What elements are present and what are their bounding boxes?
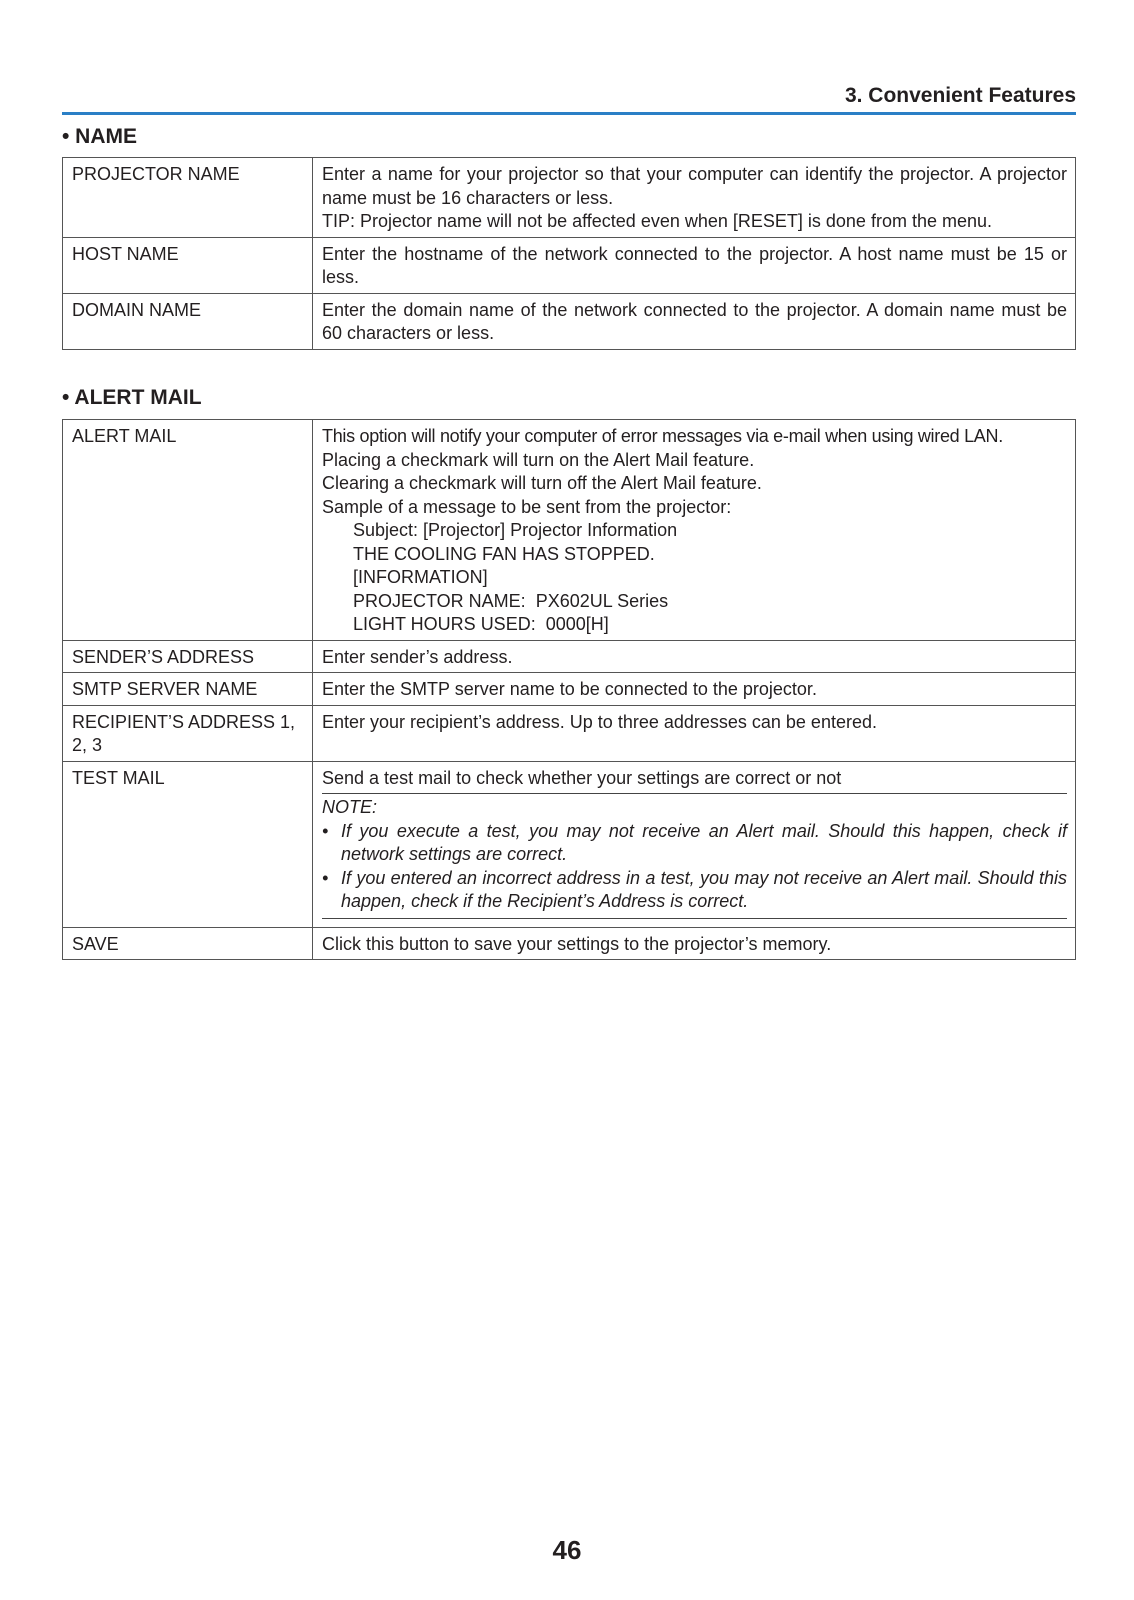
row-description: Enter your recipient’s address. Up to three addresses can be entered. [313, 705, 1076, 761]
description-line: This option will notify your computer of error messages via e-mail when using wired LAN. [322, 426, 1003, 446]
sample-line: LIGHT HOURS USED: 0000[H] [353, 614, 609, 634]
row-label: ALERT MAIL [63, 420, 313, 641]
name-section-title: • NAME [62, 125, 138, 148]
note-box [322, 793, 1067, 919]
bullet-icon: • [322, 867, 329, 888]
description-line: Enter the domain name of the network connected to the projector. A domain name must be 60 characters or less. [322, 299, 1067, 343]
sample-line: Subject: [Projector] Projector Information [353, 520, 678, 540]
row-label: SMTP SERVER NAME [63, 673, 313, 706]
note-text: If you entered an incorrect address in a test, you may not receive an Alert mail. Should this happen, check if the Recipient’s Address is correct. [341, 867, 1067, 911]
description-line: Clearing a checkmark will turn off the Alert Mail feature. [322, 473, 762, 493]
note-item [322, 867, 1067, 914]
table-row [63, 158, 1076, 238]
description-line: Enter the hostname of the network connected to the projector. A host name must be 15 or less. [322, 243, 1067, 287]
note-item [322, 820, 1067, 867]
page-number: 46 [552, 1535, 582, 1565]
row-label: RECIPIENT’S ADDRESS 1, 2, 3 [63, 705, 313, 761]
row-label: HOST NAME [63, 237, 313, 293]
row-description [313, 420, 1076, 641]
page-header [62, 80, 1076, 115]
sample-line: THE COOLING FAN HAS STOPPED. [353, 543, 655, 564]
table-row [63, 237, 1076, 293]
row-label: PROJECTOR NAME [63, 158, 313, 238]
table-row [63, 293, 1076, 349]
description-line: Send a test mail to check whether your settings are correct or not [322, 767, 842, 788]
row-description: Click this button to save your settings to the projector’s memory. [313, 927, 1076, 960]
chapter-title: 3. Convenient Features [844, 84, 1076, 107]
description-line: Enter a name for your projector so that your computer can identify the projector. A projector name must be 16 characters or less. [322, 164, 1067, 208]
description-line: Placing a checkmark will turn on the Alert Mail feature. [322, 449, 755, 470]
row-description [313, 293, 1076, 349]
tip-line: TIP: Projector name will not be affected even when [RESET] is done from the menu. [322, 211, 992, 231]
table-row [63, 673, 1076, 706]
note-text: If you execute a test, you may not receive an Alert mail. Should this happen, check if network settings are correct. [341, 820, 1067, 864]
table-row [63, 705, 1076, 761]
row-label: SAVE [63, 927, 313, 960]
alert-mail-table [62, 419, 1076, 960]
row-label: DOMAIN NAME [63, 293, 313, 349]
table-row [63, 927, 1076, 960]
table-row [63, 640, 1076, 673]
sample-line: [INFORMATION] [353, 567, 488, 587]
row-description [313, 158, 1076, 238]
row-description [313, 237, 1076, 293]
row-description [313, 761, 1076, 927]
alert-mail-section-title: • ALERT MAIL [62, 386, 202, 409]
note-title: NOTE: [322, 797, 378, 817]
row-description: Enter sender’s address. [313, 640, 1076, 673]
row-description: Enter the SMTP server name to be connected to the projector. [313, 673, 1076, 706]
name-table [62, 157, 1076, 350]
table-row [63, 420, 1076, 641]
table-row [63, 761, 1076, 927]
description-line: Sample of a message to be sent from the projector: [322, 496, 732, 517]
row-label: TEST MAIL [63, 761, 313, 927]
bullet-icon: • [322, 820, 329, 841]
row-label: SENDER’S ADDRESS [63, 640, 313, 673]
sample-line: PROJECTOR NAME: PX602UL Series [353, 590, 669, 611]
